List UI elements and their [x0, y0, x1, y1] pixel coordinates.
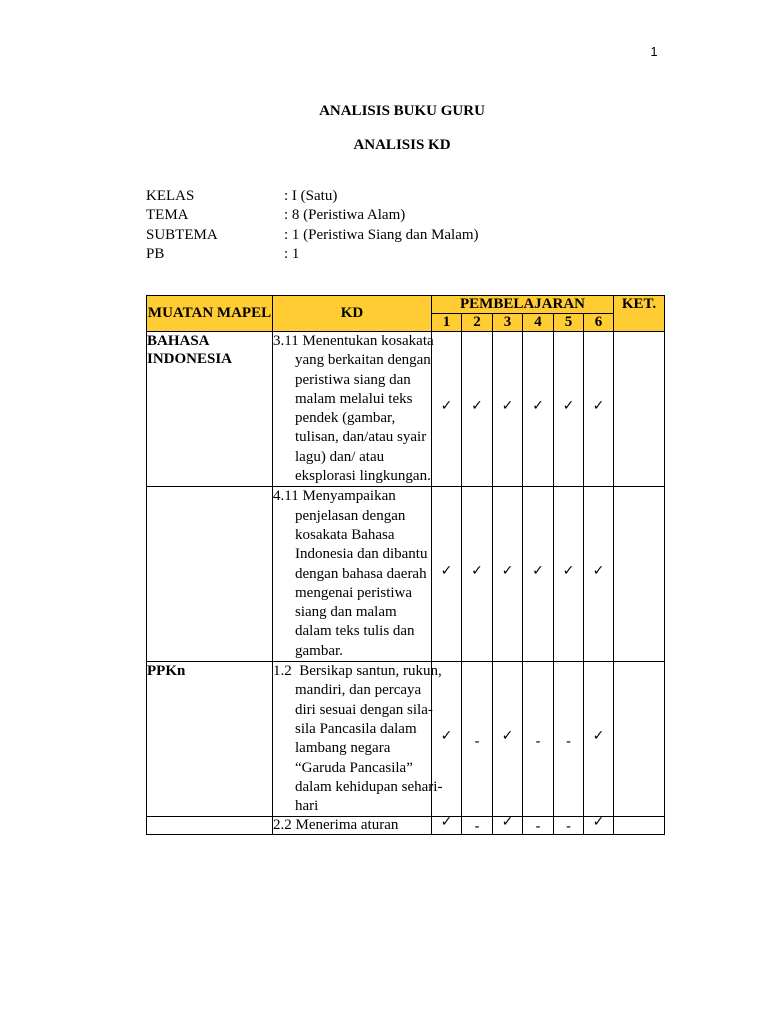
mark: -: [474, 734, 480, 751]
mark: ✓: [562, 563, 575, 580]
mark-cell: [584, 487, 614, 662]
mark: ✓: [440, 813, 453, 830]
info-label: KELAS: [146, 188, 195, 204]
info-value: : I (Satu): [284, 188, 338, 204]
kd-text: 4.11 Menyampaikan penjelasan dengan kosakata Bahasa Indonesia dan dibantu dengan bahasa daerah mengenai peristiwa siang dan malam dalam teks tulis dan gambar.: [273, 488, 432, 659]
table-row: [147, 817, 665, 835]
mapel-cell: BAHASA INDONESIA: [147, 332, 273, 487]
info-block: [146, 187, 479, 264]
document-title: ANALISIS BUKU GURU: [319, 103, 485, 119]
header-number: 2: [462, 314, 493, 332]
info-row-kelas: [146, 187, 479, 206]
info-label: PB: [146, 245, 165, 262]
mark-cell: [584, 332, 614, 487]
mark: ✓: [471, 398, 483, 415]
mark-cell: [523, 817, 554, 835]
info-row-tema: [146, 206, 479, 225]
mark: ✓: [501, 563, 514, 580]
mark: ✓: [501, 813, 514, 830]
info-value: : 1 (Peristiwa Siang dan Malam): [284, 226, 479, 243]
header-muatan-mapel: MUATAN MAPEL: [147, 296, 273, 332]
info-value: : 8 (Peristiwa Alam): [284, 207, 406, 224]
mark-cell: [432, 332, 462, 487]
info-label: TEMA: [146, 207, 189, 224]
ket-cell: [614, 817, 665, 835]
mark-cell: [493, 332, 523, 487]
ket-cell: [614, 487, 665, 662]
mark-cell: [493, 662, 523, 817]
mark-cell: [493, 487, 523, 662]
document-subtitle: ANALISIS KD: [353, 137, 451, 153]
table-row: [147, 487, 665, 662]
header-pembelajaran: PEMBELAJARAN: [432, 296, 614, 314]
kd-cell: [273, 662, 446, 817]
mark-cell: [584, 662, 614, 817]
mark: -: [535, 734, 541, 751]
kd-text: 1.2 Bersikap santun, rukun, mandiri, dan percaya diri sesuai dengan sila-sila Pancasila dalam lambang negara “Garuda Pancasila” dalam kehidupan sehari-hari: [273, 663, 446, 815]
info-label: SUBTEMA: [146, 226, 218, 243]
mark: ✓: [501, 398, 514, 415]
table-row: [147, 332, 665, 487]
mark: ✓: [562, 398, 575, 415]
mark: ✓: [440, 398, 453, 415]
mark-cell: [554, 487, 584, 662]
mark: -: [565, 734, 572, 751]
mark-cell: [432, 487, 462, 662]
mark-cell: [523, 662, 554, 817]
mark: ✓: [440, 563, 453, 580]
table-row: [147, 662, 665, 817]
kd-cell: [273, 487, 432, 662]
info-row-subtema: [146, 226, 479, 245]
info-row-pb: [146, 245, 479, 264]
header-kd: KD: [273, 296, 432, 332]
mark: -: [535, 818, 541, 835]
mark-cell: [584, 813, 614, 835]
mark-cell: [493, 813, 523, 835]
page-number: 1: [650, 44, 658, 59]
header-number: 5: [554, 314, 584, 332]
header-number: 6: [584, 314, 614, 332]
mark-cell: [462, 662, 493, 817]
mark-cell: [462, 487, 493, 662]
mark-cell: [523, 487, 554, 662]
mark: ✓: [532, 398, 544, 415]
ket-cell: [614, 662, 665, 817]
kd-cell: [273, 817, 432, 835]
mark-cell: [554, 817, 584, 835]
mark: ✓: [592, 813, 605, 830]
mapel-cell: [147, 817, 273, 835]
kd-text: 3.11 Menentukan kosakata yang berkaitan dengan peristiwa siang dan malam melalui teks pendek (gambar, tulisan, dan/atau syair lagu) dan/ atau eksplorasi lingkungan.: [273, 333, 438, 485]
mark-cell: [523, 332, 554, 487]
mark: ✓: [501, 728, 514, 745]
mark-cell: [554, 332, 584, 487]
mark: -: [565, 818, 572, 835]
mark: ✓: [440, 728, 453, 745]
info-value: : 1: [284, 245, 300, 262]
mark: ✓: [532, 563, 544, 580]
header-number: 3: [493, 314, 523, 332]
mark-cell: [432, 813, 462, 835]
kd-text: 2.2 Menerima aturan: [273, 817, 399, 834]
mark: ✓: [471, 563, 483, 580]
mark: ✓: [592, 398, 605, 415]
mapel-cell: PPKn: [147, 662, 273, 817]
header-ket: KET.: [614, 296, 665, 332]
mark-cell: [462, 817, 493, 835]
mapel-cell: [147, 487, 273, 662]
ket-cell: [614, 332, 665, 487]
mark: ✓: [592, 728, 605, 745]
kd-cell: [273, 332, 438, 487]
mark-cell: [462, 332, 493, 487]
mark-cell: [554, 662, 584, 817]
header-number: 4: [523, 314, 554, 332]
mark: ✓: [592, 563, 605, 580]
mark: -: [474, 818, 480, 835]
header-number: 1: [432, 314, 462, 332]
kd-analysis-table: [146, 295, 665, 835]
